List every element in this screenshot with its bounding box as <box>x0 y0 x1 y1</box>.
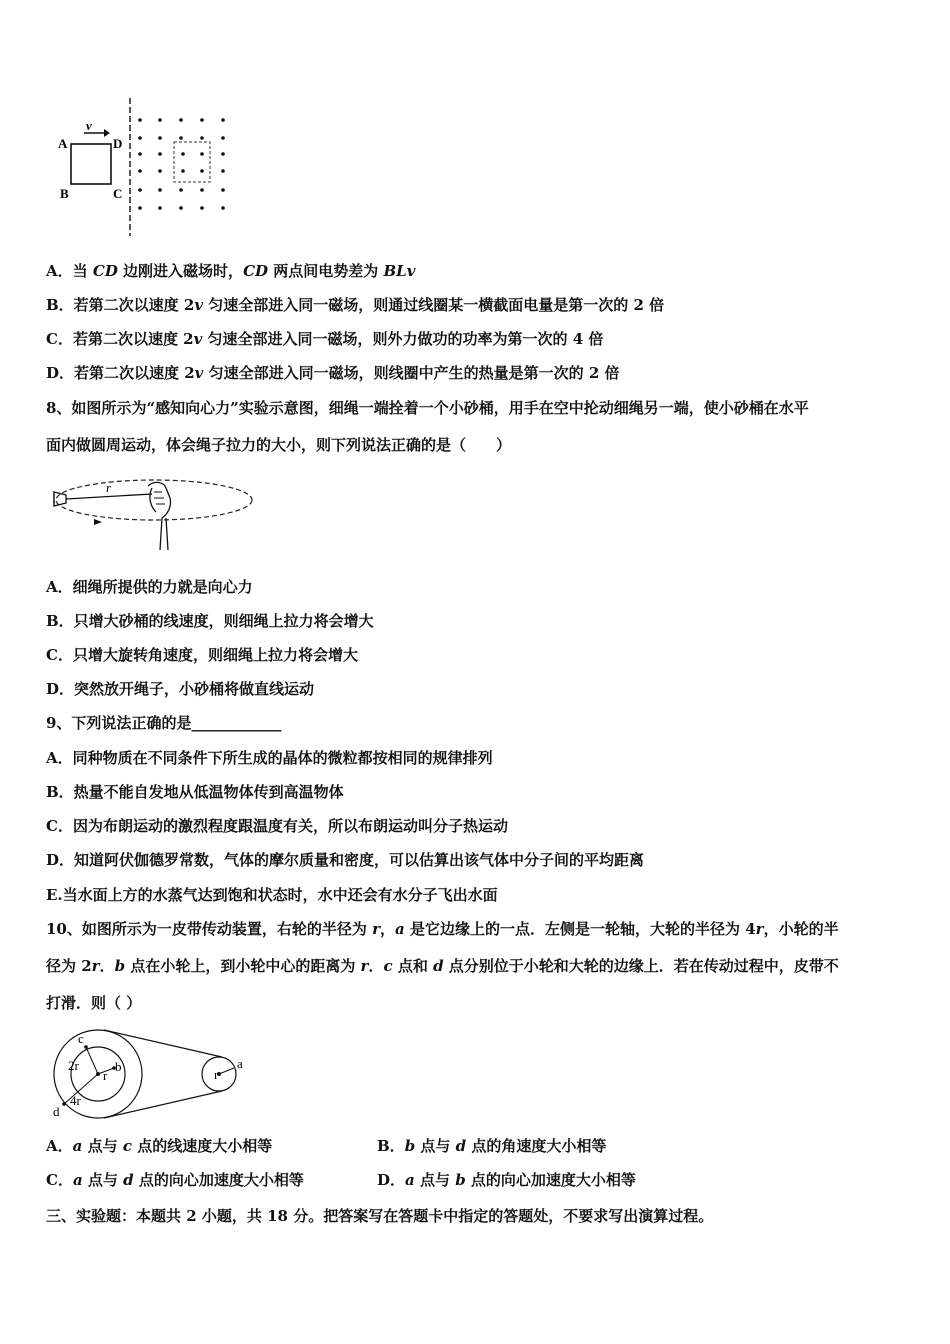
label-a: a <box>237 1056 243 1071</box>
label-r-right: r <box>214 1067 219 1082</box>
label-v: v <box>86 118 92 133</box>
label-r-small: r <box>103 1068 108 1083</box>
q10-options-row1 <box>46 1136 272 1156</box>
q9-option-d: D．知道阿伏伽德罗常数，气体的摩尔质量和密度，可以估算出该气体中分子间的平均距离 <box>46 851 645 869</box>
text: a <box>395 920 405 938</box>
text: 点和 <box>392 957 434 975</box>
text: 点的线速度大小相等 <box>131 1137 273 1155</box>
text: v <box>193 330 203 348</box>
radius-lines <box>64 1047 234 1104</box>
belt <box>104 1030 222 1118</box>
loop-square <box>71 144 111 184</box>
q7-option-a <box>46 261 415 281</box>
q9-option-a: A．同种物质在不同条件下所生成的晶体的微粒都按相同的规律排列 <box>46 749 493 767</box>
text: b <box>404 1137 416 1155</box>
text: A．当 <box>46 262 93 280</box>
text: 点与 <box>414 1171 456 1189</box>
field-dots <box>138 118 225 210</box>
text: 点与 <box>82 1137 123 1155</box>
text: 点的角速度大小相等 <box>466 1137 607 1155</box>
centripetal-figure <box>50 470 270 552</box>
q9-option-b: B．热量不能自发地从低温物体传到高温物体 <box>46 783 344 801</box>
q10-option-d <box>377 1170 636 1190</box>
text: 径为 2 <box>46 957 92 975</box>
sand-bucket <box>54 492 66 506</box>
text: C． <box>46 1171 73 1189</box>
text: b <box>114 957 126 975</box>
text: D． <box>377 1171 406 1189</box>
text: ， <box>380 920 396 938</box>
q10-option-a <box>46 1137 272 1155</box>
text: CD <box>92 262 118 280</box>
q8-option-b: B．只增大砂桶的线速度，则细绳上拉力将会增大 <box>46 612 374 630</box>
text: 两点间电势差为 <box>268 262 384 280</box>
q9-stem: 9、下列说法正确的是____________ <box>46 714 282 732</box>
dashed-square <box>174 142 210 182</box>
text: ，小轮的半 <box>763 920 839 938</box>
orbit-ellipse <box>56 480 252 520</box>
q10-option-b <box>377 1136 606 1156</box>
text: B．若第二次以速度 2 <box>46 296 195 314</box>
text: A． <box>46 1137 73 1155</box>
label-b: b <box>115 1059 122 1074</box>
label-4r: 4r <box>70 1093 81 1108</box>
label-D: D <box>113 136 123 151</box>
text: v <box>194 296 204 314</box>
text: ． <box>368 957 384 975</box>
q7-option-c <box>46 329 603 349</box>
text: CD <box>243 262 269 280</box>
q9-option-e: E.当水面上方的水蒸气达到饱和状态时，水中还会有水分子飞出水面 <box>46 886 498 904</box>
section3-heading: 三、实验题：本题共 2 小题，共 18 分。把答案写在答题卡中指定的答题处，不要求写出演算过程。 <box>46 1207 714 1225</box>
text: C．若第二次以速度 2 <box>46 330 194 348</box>
text: D．若第二次以速度 2 <box>46 364 195 382</box>
text: b <box>455 1171 466 1189</box>
label-C: C <box>113 186 123 201</box>
text: d <box>433 957 444 975</box>
q8-stem-line1: 8、如图所示为“感知向心力”实验示意图，细绳一端拴着一个小砂桶，用手在空中抡动细绳另一端，使小砂桶在水平 <box>46 399 809 417</box>
text: 点与 <box>82 1171 124 1189</box>
text: r <box>91 957 100 975</box>
text: 边刚进入磁场时， <box>117 262 244 280</box>
text: BLv <box>383 262 416 280</box>
text: 匀速全部进入同一磁场，则外力做功的功率为第一次的 4 倍 <box>202 330 604 348</box>
label-d: d <box>53 1104 60 1119</box>
text: c <box>122 1137 132 1155</box>
label-r: r <box>106 480 112 495</box>
q10-stem-line3: 打滑．则（ ） <box>46 994 142 1012</box>
text: 匀速全部进入同一磁场，则通过线圈某一横截面电量是第一次的 2 倍 <box>203 296 665 314</box>
text: r <box>755 920 764 938</box>
label-B: B <box>60 186 69 201</box>
text: 点的向心加速度大小相等 <box>465 1171 636 1189</box>
q7-option-b <box>46 295 664 315</box>
q9-option-c: C．因为布朗运动的激烈程度跟温度有关，所以布朗运动叫分子热运动 <box>46 817 508 835</box>
label-2r: 2r <box>68 1058 79 1073</box>
q7-option-d <box>46 363 620 383</box>
label-A: A <box>58 136 68 151</box>
text: d <box>123 1171 134 1189</box>
q8-option-d: D．突然放开绳子，小砂桶将做直线运动 <box>46 680 315 698</box>
q8-option-c: C．只增大旋转角速度，则细绳上拉力将会增大 <box>46 646 358 664</box>
q10-option-c <box>46 1170 304 1190</box>
text: B． <box>377 1137 405 1155</box>
text: 点与 <box>415 1137 456 1155</box>
text: 是它边缘上的一点．左侧是一轮轴，大轮的半径为 4 <box>404 920 756 938</box>
text: r <box>372 920 381 938</box>
text: v <box>194 364 204 382</box>
direction-arrow <box>94 519 102 525</box>
belt-drive-figure <box>48 1028 258 1120</box>
text: 10、如图所示为一皮带传动装置，右轮的半径为 <box>46 920 373 938</box>
magnetic-field-figure <box>56 98 256 238</box>
q8-option-a: A．细绳所提供的力就是向心力 <box>46 578 253 596</box>
text: a <box>72 1137 83 1155</box>
text: c <box>383 957 393 975</box>
text: 点分别位于小轮和大轮的边缘上．若在传动过程中，皮带不 <box>443 957 839 975</box>
hand-drawing <box>148 482 171 550</box>
text: d <box>455 1137 467 1155</box>
text: a <box>72 1171 83 1189</box>
q10-stem-line2 <box>46 956 839 976</box>
text: ． <box>99 957 115 975</box>
text: 匀速全部进入同一磁场，则线圈中产生的热量是第一次的 2 倍 <box>203 364 620 382</box>
q8-stem-line2: 面内做圆周运动，体会绳子拉力的大小，则下列说法正确的是（ ） <box>46 436 512 454</box>
text: a <box>405 1171 415 1189</box>
text: r <box>360 957 369 975</box>
label-c: c <box>78 1031 84 1046</box>
text: 点在小轮上，到小轮中心的距离为 <box>125 957 361 975</box>
text: 点的向心加速度大小相等 <box>133 1171 304 1189</box>
q10-stem-line1 <box>46 919 839 939</box>
